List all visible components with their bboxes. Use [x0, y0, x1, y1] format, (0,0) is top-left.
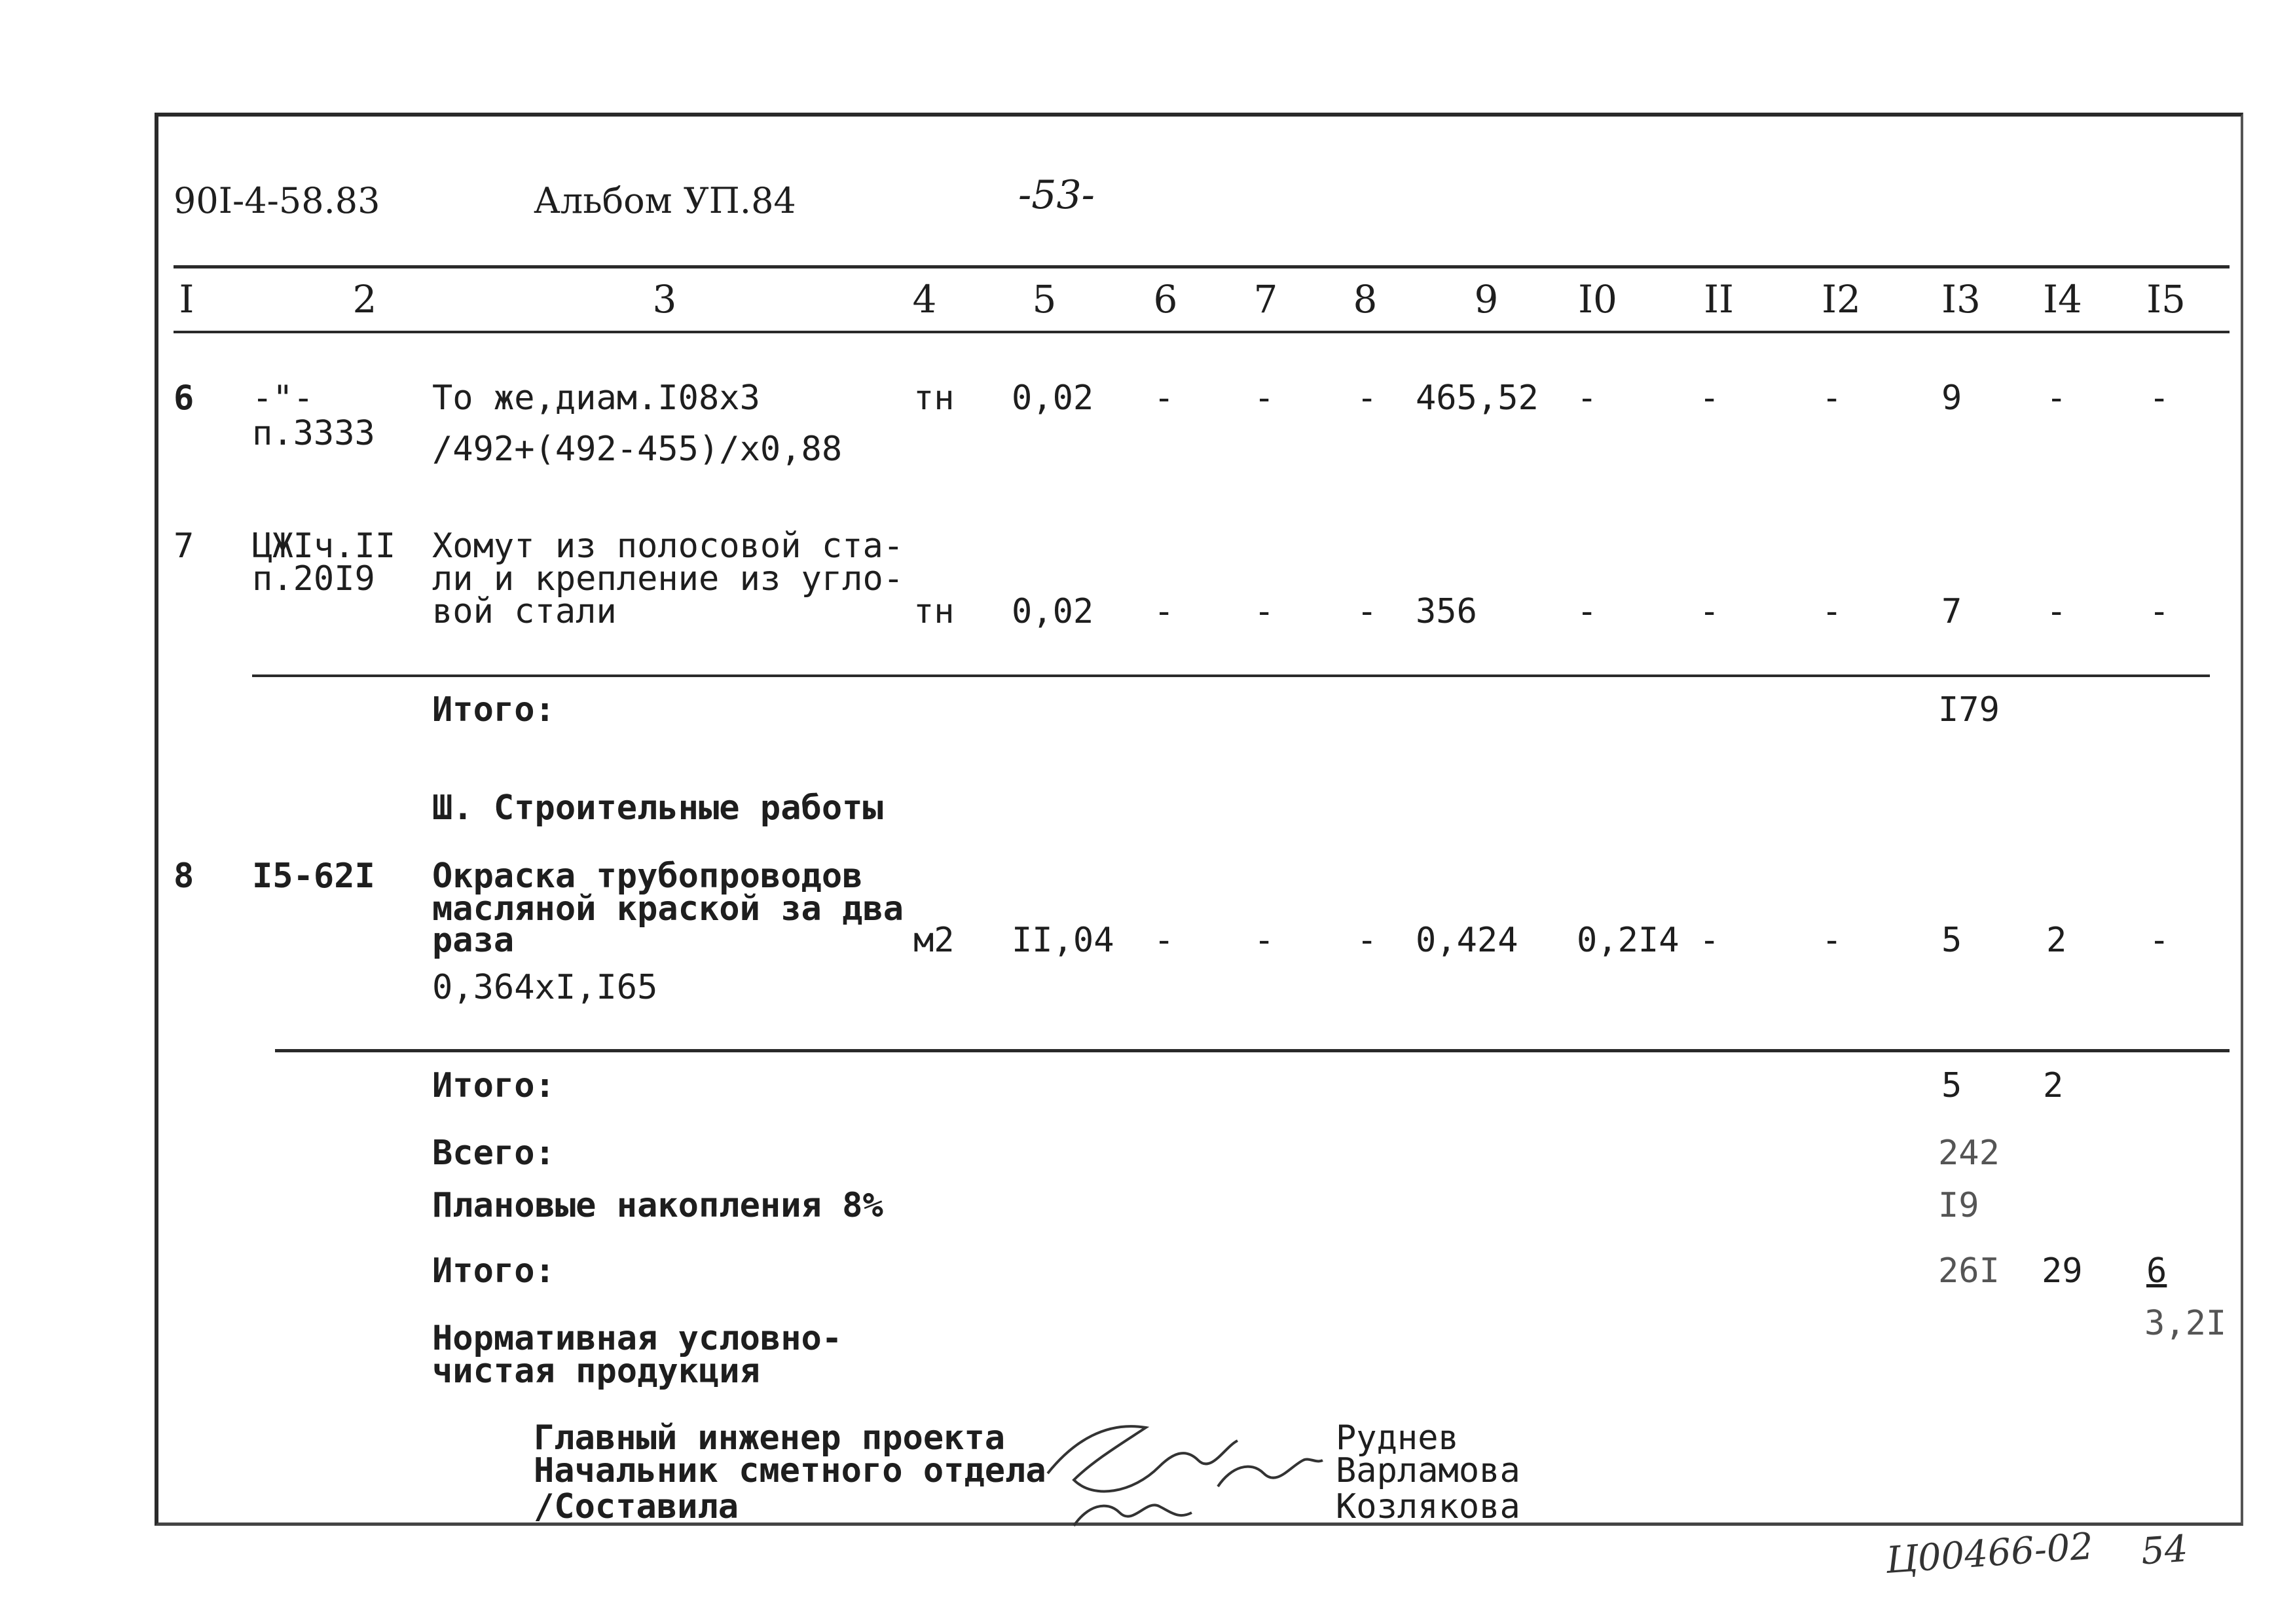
album-label: Альбом УП.84: [534, 180, 796, 221]
row-number: 8: [174, 857, 194, 896]
normative-label-line: чистая продукция: [432, 1352, 760, 1391]
row-ref-line: п.3333: [252, 414, 375, 453]
row-unit: тн: [913, 378, 955, 418]
row-cell: -: [1699, 921, 1720, 960]
row-desc-line: Окраска трубопроводов: [432, 857, 863, 896]
row-cell: 9: [1941, 378, 1962, 418]
col-1-header: I: [179, 277, 194, 322]
row-desc-line: /492+(492-455)/x0,88: [432, 430, 843, 469]
grand-total-value: 29: [2042, 1251, 2083, 1291]
row-cell: -: [1822, 592, 1843, 631]
row-qty: 0,02: [1012, 378, 1094, 418]
row-qty: 0,02: [1012, 592, 1094, 631]
row-cell: 356: [1416, 592, 1477, 631]
row-cell: -: [1357, 378, 1378, 418]
subtotal-rule: [252, 674, 2210, 677]
subtotal-value: 5: [1941, 1066, 1962, 1105]
row-ref-line: I5-62I: [252, 857, 375, 896]
row-desc-line: вой стали: [432, 592, 617, 631]
handwritten-doc-code: Ц00466-02: [1884, 1525, 2095, 1582]
row-cell: -: [1154, 378, 1175, 418]
row-ref-line: ЦЖIч.II: [252, 526, 396, 566]
col-12-header: I2: [1822, 277, 1861, 322]
subtotal-label: Итого:: [432, 690, 555, 729]
row-desc-formula: 0,364xI,I65: [432, 968, 658, 1007]
row-desc-line: раза: [432, 921, 515, 960]
col-11-header: II: [1704, 277, 1734, 322]
row-cell: -: [1154, 592, 1175, 631]
col-13-header: I3: [1941, 277, 1981, 322]
row-cell: -: [2046, 378, 2067, 418]
signature-role: /Составила: [534, 1487, 739, 1526]
grand-total-label: Итого:: [432, 1251, 555, 1291]
page-number: -53-: [1018, 172, 1095, 218]
total-value: 242: [1938, 1134, 2000, 1173]
row-cell: 0,424: [1416, 921, 1518, 960]
col-15-header: I5: [2146, 277, 2186, 322]
total-label: Всего:: [432, 1134, 555, 1173]
col-4-header: 4: [912, 277, 937, 322]
row-cell: -: [1822, 378, 1843, 418]
col-10-header: I0: [1578, 277, 1617, 322]
subtotal-value: I79: [1938, 690, 2000, 729]
row-number: 6: [174, 378, 194, 418]
handwritten-signature: [1035, 1401, 1336, 1532]
row-unit: м2: [913, 921, 955, 960]
planned-label: Плановые накопления 8%: [432, 1186, 883, 1225]
header-bottom-rule: [174, 331, 2230, 333]
col-8-header: 8: [1353, 277, 1378, 322]
row-cell: -: [1577, 592, 1598, 631]
col-2-header: 2: [352, 277, 377, 322]
row-cell: 5: [1941, 921, 1962, 960]
normative-value: 3,2I: [2144, 1304, 2227, 1343]
col-14-header: I4: [2043, 277, 2082, 322]
row-cell: -: [1822, 921, 1843, 960]
row-cell: 465,52: [1416, 378, 1539, 418]
row-cell: 2: [2046, 921, 2067, 960]
normative-label-line: Нормативная условно-: [432, 1319, 843, 1358]
document-code: 90I-4-58.83: [174, 180, 380, 221]
grand-total-value: 26I: [1938, 1251, 2000, 1291]
signature-role: Главный инженер проекта: [534, 1418, 1006, 1458]
handwritten-page-number: 54: [2139, 1527, 2190, 1574]
row-cell: -: [1699, 378, 1720, 418]
col-7-header: 7: [1253, 277, 1278, 322]
section-title: Ш. Строительные работы: [432, 788, 883, 828]
row-desc-line: То же,диам.I08x3: [432, 378, 760, 418]
signature-role: Начальник сметного отдела: [534, 1451, 1046, 1490]
col-9-header: 9: [1474, 277, 1499, 322]
row-qty: II,04: [1012, 921, 1114, 960]
subtotal-label: Итого:: [432, 1066, 555, 1105]
row-cell: -: [1154, 921, 1175, 960]
row-cell: -: [2046, 592, 2067, 631]
row-number: 7: [174, 526, 194, 566]
row-cell: -: [1357, 921, 1378, 960]
signature-name: Руднев: [1336, 1418, 1459, 1458]
row-cell: -: [1577, 378, 1598, 418]
subtotal-rule: [275, 1049, 2230, 1052]
row-cell: -: [2149, 921, 2170, 960]
col-3-header: 3: [652, 277, 677, 322]
row-cell: -: [1254, 592, 1275, 631]
planned-value: I9: [1938, 1186, 1979, 1225]
subtotal-value: 2: [2043, 1066, 2064, 1105]
row-cell: -: [1357, 592, 1378, 631]
row-cell: -: [2149, 378, 2170, 418]
row-desc-line: Хомут из полосовой ста-: [432, 526, 904, 566]
signature-name: Варламова: [1336, 1451, 1520, 1490]
row-unit: тн: [913, 592, 955, 631]
row-desc-line: масляной краской за два: [432, 889, 904, 929]
row-cell: 7: [1941, 592, 1962, 631]
row-cell: -: [1699, 592, 1720, 631]
row-cell: -: [1254, 921, 1275, 960]
row-ref-line: -"-: [252, 378, 314, 418]
row-cell: -: [2149, 592, 2170, 631]
col-5-header: 5: [1032, 277, 1057, 322]
grand-total-value: 6: [2146, 1251, 2167, 1291]
signature-name: Козлякова: [1336, 1487, 1520, 1526]
col-6-header: 6: [1153, 277, 1178, 322]
row-cell: 0,2I4: [1577, 921, 1680, 960]
row-desc-line: ли и крепление из угло-: [432, 559, 904, 599]
header-top-rule: [174, 265, 2230, 268]
row-cell: -: [1254, 378, 1275, 418]
row-ref-line: п.20I9: [252, 559, 375, 599]
